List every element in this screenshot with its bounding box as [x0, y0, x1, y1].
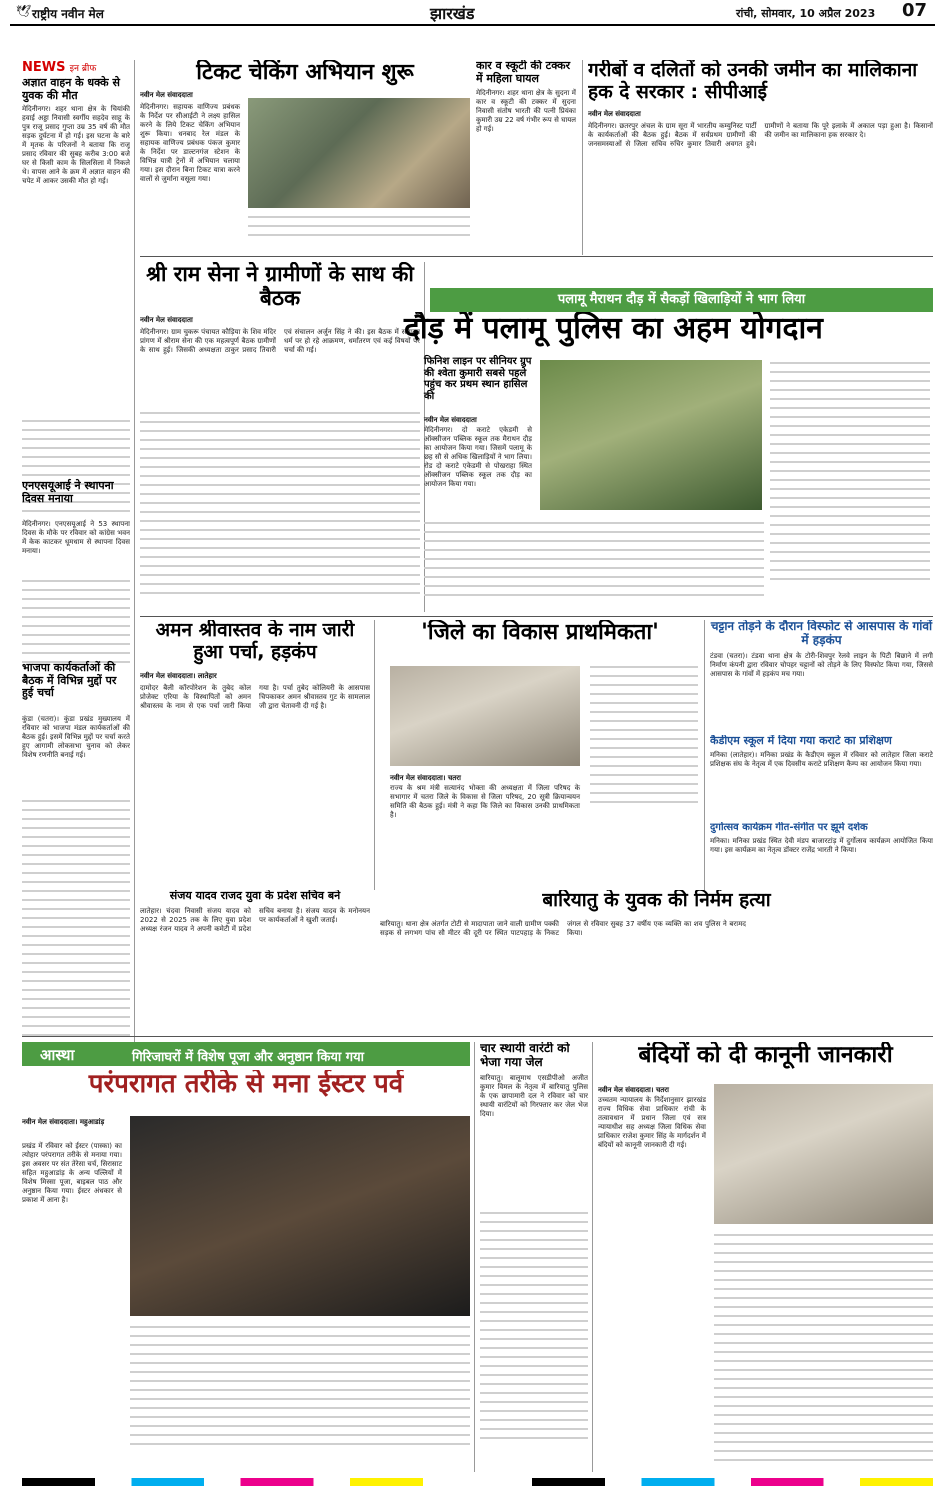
story-text: टंडवा (चतरा)। टंडवा थाना क्षेत्र के टोरी-शिवपुर रेलवे लाइन के पिटी बिछाने में लगी निर्माण कंपनी द्वारा रविवार चोपहर चट्टानों को तोड़ने के लिए विस्फोट किया गया, जिससे आसपास के गांवों में हड़कंप मच गया।	[710, 651, 933, 678]
ticket-checking-photo	[248, 98, 470, 208]
story-text: बारियातु। बालूमाथ एसडीपीओ अजीत कुमार विमल के नेतृत्व में बारियातु पुलिस के एक छापामारी दल ने रविवार को चार स्थायी वारंटियों को गिरफ्तार कर जेल भेज दिया।	[480, 1073, 588, 1118]
story-headline: संजय यादव राजद युवा के प्रदेश सचिव बने	[169, 890, 341, 902]
aastha-kicker: गिरिजाघरों में विशेष पूजा और अनुष्ठान किया गया	[132, 1050, 365, 1065]
aastha-tag: आस्था	[40, 1046, 75, 1064]
story-karate	[710, 735, 933, 815]
story-text: लातेहार। चंदवा निवासी संजय यादव को 2022 से 2025 तक के लिए युवा प्रदेश अध्यक्ष रंजन यादव ने अपनी कमेटी में प्रदेश सचिव बनाया है। संजय यादव के मनोनयन पर कार्यकर्ताओं ने खुशी जताई।	[140, 906, 370, 933]
story-jila-vikas	[380, 620, 700, 890]
story-headline: चार स्थायी वारंटी को भेजा गया जेल	[480, 1042, 570, 1069]
story-headline: दौड़ में पलामू पुलिस का अहम योगदान	[404, 312, 823, 346]
story-durgotsav	[710, 822, 933, 890]
story-headline: बंदियों को दी कानूनी जानकारी	[638, 1042, 893, 1068]
story-easter	[22, 1070, 470, 1470]
dateline: रांची, सोमवार, 10 अप्रैल 2023	[736, 7, 876, 20]
story-headline: बारियातु के युवक की निर्मम हत्या	[542, 890, 771, 911]
brief-text: कुंडा (चतरा)। कुंडा प्रखंड मुख्यालय में रविवार को भाजपा मंडल कार्यकर्ताओं की बैठक हुई। इसमें विभिन्न मुद्दों पर चर्चा करते हुए आगामी लोकसभा चुनाव को लेकर विशेष रणनीति बनाई गई।	[22, 715, 130, 759]
palamu-kicker-banner: पलामू मैराथन दौड़ में सैकड़ों खिलाड़ियों ने भाग लिया	[430, 288, 933, 312]
story-text: मेदिनीनगर। दो कराटे एकेडमी से ऑक्सीजन पब्लिक स्कूल तक मैराथन दौड़ का आयोजन किया गया। जिसमें पलामू के छह सौ से अधिक खिलाड़ियों ने भाग लिया। रोड दो कराटे एकेडमी से पोखराहा स्थित ऑक्सीजन पब्लिक स्कूल तक दौड़ का आयोजन किया गया।	[424, 426, 532, 488]
story-text: दामोदर बैली कॉरपोरेशन के तुबेद कोल प्रोजेक्ट एरिया के विस्थापितों को अमन श्रीवास्तव के नाम से एक पर्चा जारी किया गया है। पर्चा तुबेद कोलियरी के आसपास चिपकाकर अमन श्रीवास्तव गुट के सामलाल जी द्वारा चेतावनी दी गई है।	[140, 683, 370, 710]
story-headline: 'जिले का विकास प्राथमिकता'	[421, 620, 659, 645]
story-text: उच्चतम न्यायालय के निर्देशानुसार झारखंड राज्य विधिक सेवा प्राधिकार रांची के तत्वावधान में प्रधान जिला एवं सत्र न्यायाधीश सह अध्यक्ष जिला विधिक सेवा प्राधिकार राजेश कुमार सिंह के मार्गदर्शन में बंदियों को कानूनी जानकारी दी गई।	[598, 1096, 706, 1149]
story-byline: नवीन मेल संवाददाता। महुआडांड़	[22, 1118, 105, 1126]
brief-headline: अज्ञात वाहन के धक्के से युवक की मौत	[22, 76, 120, 102]
story-legal-awareness	[598, 1042, 933, 1472]
story-headline: गरीबों व दलितों को उनकी जमीन का मालिकाना हक दे सरकार : सीपीआई	[588, 60, 918, 103]
masthead	[10, 0, 935, 24]
story-cpi	[588, 60, 933, 255]
story-warrantee	[480, 1042, 588, 1472]
story-headline: श्री राम सेना ने ग्रामीणों के साथ की बैठक	[146, 262, 414, 311]
story-headline: परंपरागत तरीके से मना ईस्टर पर्व	[88, 1070, 404, 1099]
aastha-banner	[22, 1042, 470, 1066]
story-headline: कैडीएम स्कूल में दिया गया कराटे का प्रशिक्षण	[710, 735, 892, 747]
story-ticket-checking	[140, 60, 470, 250]
legal-camp-photo	[714, 1084, 933, 1224]
story-text: मेदिनीनगर। ग्राम चुकरू पंचायत कौड़िया के शिव मंदिर प्रांगण में श्रीराम सेना की एक महत्वपूर्ण बैठक ग्रामीणों के साथ हुई। जिसकी अध्यक्षता ठाकुर प्रसाद तिवारी एवं संचालन अर्जुन सिंह ने की। इस बैठक में सनातन धर्म पर हो रहे आक्रमण, धर्मांतरण एवं कई विषयों पर चर्चा की गई।	[140, 328, 420, 355]
story-byline: नवीन मेल संवाददाता। चतरा	[390, 774, 461, 782]
story-headline: कार व स्कूटी की टक्कर में महिला घायल	[476, 60, 571, 85]
brief-headline: भाजपा कार्यकर्ताओं की बैठक में विभिन्न मुद्दों पर हुई चर्चा	[22, 661, 117, 700]
news-brief-label: NEWS इन ब्रीफ	[22, 60, 97, 75]
brief-headline: एनएसयूआई ने स्थापना दिवस मनाया	[22, 479, 114, 505]
story-byline: नवीन मेल संवाददाता	[140, 91, 193, 100]
story-palamu-marathon	[380, 312, 933, 612]
story-murder	[380, 890, 933, 1030]
story-sanjay-yadav	[140, 890, 370, 1030]
story-accident	[476, 60, 576, 250]
meeting-photo	[390, 666, 580, 766]
story-ram-sena	[140, 262, 420, 612]
story-headline: चट्टान तोड़ने के दौरान विस्फोट से आसपास के गांवों में हड़कंप	[710, 620, 933, 647]
brand-name: राष्ट्रीय नवीन मेल	[32, 7, 104, 21]
story-text: मनिका। मनिका प्रखंड स्थित देवी मंडप बाजारटांड़ में दुर्गोत्सव कार्यक्रम आयोजित किया गया। इस कार्यक्रम का नेतृत्व डॉक्टर राजेंद्र भारती ने किया।	[710, 836, 933, 854]
marathon-photo	[540, 360, 762, 510]
story-text: मेदिनीनगर। शहर थाना क्षेत्र के सुदना में कार व स्कूटी की टक्कर में सुदना निवासी संतोष भारती की पत्नी प्रियंका कुमारी उम्र 22 वर्ष गंभीर रूप से घायल हो गई।	[476, 89, 576, 134]
news-brief-column	[22, 60, 130, 1060]
story-byline: नवीन मेल संवाददाता	[424, 416, 477, 424]
story-aman-srivastava	[140, 620, 370, 890]
story-text: मेदिनीनगर। छतरपुर अंचल के ग्राम सूरा में भारतीय कम्युनिस्ट पार्टी के कार्यकर्ताओं की बैठक हुई। बैठक में सर्वप्रथम ग्रामीणों की जनसमस्याओं से जिला सचिव रुचिर कुमार तिवारी अवगत हुये। ग्रामीणों ने बताया कि पूरे इलाके में अकाल पड़ा हुआ है। किसानों की जमीन का मालिकाना हक सरकार दे।	[588, 121, 933, 148]
story-byline: नवीन मेल संवाददाता। लातेहार	[140, 671, 217, 680]
story-text: बारियातु। थाना क्षेत्र अंतर्गत टोटी से मादापाता जाने वाली ग्रामीण पक्की सड़क से लगभग पांच सौ मीटर की दूरी पर स्थित पाटपहाड़ के निकट जंगल से रविवार सुबह 37 वर्षीय एक व्यक्ति का शव पुलिस ने बरामद किया।	[380, 919, 746, 937]
story-blast	[710, 620, 933, 730]
color-registration-strip	[22, 1478, 933, 1486]
story-byline: नवीन मेल संवाददाता। चतरा	[598, 1086, 669, 1094]
story-byline: नवीन मेल संवाददाता	[140, 316, 193, 325]
story-text: मनिका (लातेहार)। मनिका प्रखंड के कैडीएम स्कूल में रविवार को लातेहार जिला कराटे प्रशिक्षक संघ के नेतृत्व में एक दिवसीय कराटे प्रशिक्षण कैम्प का आयोजन किया गया।	[710, 750, 933, 768]
story-subheadline: फिनिश लाइन पर सीनियर ग्रुप की श्वेता कुमारी सबसे पहले पहुंच कर प्रथम स्थान हासिल की	[424, 356, 532, 402]
section-title: झारखंड	[430, 4, 475, 23]
story-headline: टिकट चेकिंग अभियान शुरू	[196, 60, 414, 85]
story-headline: अमन श्रीवास्तव के नाम जारी हुआ पर्चा, हड़कंप	[155, 620, 355, 663]
story-headline: दुर्गोत्सव कार्यक्रम गीत-संगीत पर झूमे दर्शक	[710, 822, 868, 833]
page-number: 07	[902, 0, 928, 21]
story-text: मेदिनीनगर। सहायक वाणिज्य प्रबंधक के निर्देश पर सीआईटी ने लक्ष्य हासिल करने के लिये टिकट चेकिंग अभियान शुरू किया। धनबाद रेल मंडल के सहायक वाणिज्य प्रबंधक पंकज कुमार के निर्देश पर डाल्टनगंज स्टेशन के विभिन्न यात्री ट्रेनों में अभियान चलाया गया। इस दौरान बिना टिकट यात्रा करने वालों से जुर्माना वसूला गया।	[140, 103, 240, 184]
easter-procession-photo	[130, 1116, 470, 1316]
story-text: राज्य के श्रम मंत्री सत्यानंद भोक्ता की अध्यक्षता में जिला परिषद के सभागार में चतरा जिले के विकास से जिला परिषद, 20 सूत्री क्रियान्वयन समिति की बैठक हुई। मंत्री ने कहा कि जिले का विकास उनकी प्राथमिकता है।	[390, 784, 580, 819]
brief-text: मेदिनीनगर। एनएसयूआई ने 53 स्थापना दिवस के मौके पर रविवार को कांग्रेस भवन में केक काटकर धूमधाम से स्थापना दिवस मनाया।	[22, 520, 130, 555]
bird-logo-icon: 🕊	[16, 4, 32, 18]
story-text: प्रखंड में रविवार को ईस्टर (पास्का) का त्योहार परंपरागत तरीके से मनाया गया। इस अवसर पर संत तेरेसा चर्च, सिरासाट सहित महुआडांड़ के अन्य पल्लियों में विशेष मिस्सा पूजा, बाइबल पाठ और अनुष्ठान किया गया। ईस्टर अंधकार से प्रकाश में आना है।	[22, 1142, 122, 1204]
story-byline: नवीन मेल संवाददाता	[588, 109, 641, 118]
brief-text: मेदिनीनगर। शहर थाना क्षेत्र के चियांकी हवाई अड्डा निवासी स्वर्गीय सहदेव साहू के पुत्र राजू प्रसाद गुप्ता उम्र 35 वर्ष की मौत सड़क दुर्घटना में हो गई। इस घटना के बारे में मृतक के परिजनों ने बताया कि राजू प्रसाद रविवार की सुबह करीब 3:00 बजे घर से किसी काम के सिलसिला में निकले थे। वापस आने के क्रम में अज्ञात वाहन की चपेट में आकर उसकी मौत हो गई।	[22, 105, 130, 186]
